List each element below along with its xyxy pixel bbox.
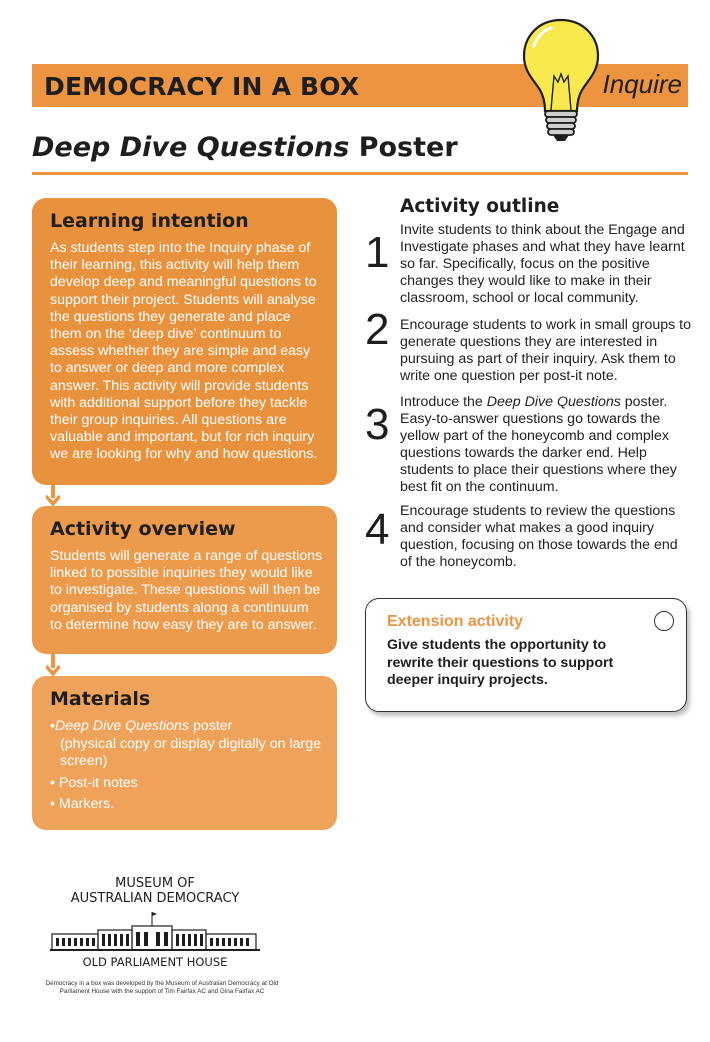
down-arrow-icon	[46, 654, 60, 676]
step-number: 1	[365, 228, 390, 277]
step-number: 2	[365, 305, 390, 354]
title-divider	[32, 172, 688, 175]
list-item: • Post-it notes	[50, 774, 138, 791]
activity-outline-heading: Activity outline	[400, 196, 560, 217]
step-number: 4	[365, 505, 390, 554]
step-text: Encourage students to work in small groups to generate questions they are interested in pursuing as part of their inquiry. Ask them to write one question per post-it note.	[400, 317, 691, 384]
list-item: •Deep Dive Questions poster (physical copy or display digitally on large screen)	[50, 718, 322, 769]
footnote: Democracy in a box was developed by the Museum of Australian Democracy at Old Parliament House with the support of Tim Fairfax AC and Gina Fairfax AC	[45, 980, 279, 995]
materials-list	[50, 718, 323, 814]
step-text: Introduce the Deep Dive Questions poster. Easy-to-answer questions go towards the yellow part of the honeycomb and complex questions towards the darker end. Help students to place their questions where they best fit on the continuum.	[400, 394, 677, 495]
phase-tag: Inquire	[602, 69, 682, 99]
logo-line-3: OLD PARLIAMENT HOUSE	[82, 955, 228, 969]
step-text: Invite students to think about the Engage and Investigate phases and what they have learnt so far. Specifically, focus on the positive changes they would like to make in their classroom, school or local community.	[400, 222, 685, 306]
header-title: DEMOCRACY IN A BOX	[44, 72, 360, 101]
list-item: • Markers.	[50, 796, 115, 812]
page-title-italic: Deep Dive Questions	[32, 132, 350, 163]
extension-body: Give students the opportunity to rewrite their questions to support deeper inquiry projects.	[387, 637, 614, 688]
activity-overview-heading: Activity overview	[50, 518, 236, 540]
tag-hole-icon	[654, 611, 674, 631]
down-arrow-icon	[46, 484, 60, 506]
logo-line-2: AUSTRALIAN DEMOCRACY	[70, 891, 240, 906]
page-title	[32, 132, 458, 163]
learning-intention-heading: Learning intention	[50, 210, 249, 232]
materials-box	[32, 676, 337, 830]
museum-logo	[50, 876, 260, 971]
step-text: Encourage students to review the questions and consider what makes a good inquiry question, focusing on those towards the end of the honeycomb.	[400, 503, 678, 570]
extension-heading: Extension activity	[387, 613, 524, 630]
parliament-house-icon	[50, 908, 260, 952]
activity-overview-box	[32, 506, 337, 654]
lightbulb-icon	[518, 16, 604, 146]
logo-line-1: MUSEUM OF	[115, 876, 195, 891]
page-title-rest: Poster	[349, 132, 458, 163]
learning-intention-box	[32, 198, 337, 485]
activity-overview-body: Students will generate a range of questions linked to possible inquiries they would like to investigate. These questions will then be organised by students along a continuum to determine how easy they are to answer.	[50, 548, 323, 633]
materials-heading: Materials	[50, 688, 151, 710]
step-number: 3	[365, 400, 390, 449]
learning-intention-body: As students step into the Inquiry phase of their learning, this activity will help them develop deep and meaningful questions to support their project. Students will analyse the questions they generate and place them on the ‘deep dive’ continuum to assess whether they are simple and easy to answer or deep and more complex answer. This activity will provide students with additional support before they tackle their group inquiries. All questions are valuable and important, but for rich inquiry we are looking for why and how questions.	[50, 240, 318, 463]
extension-activity-card	[365, 598, 687, 712]
